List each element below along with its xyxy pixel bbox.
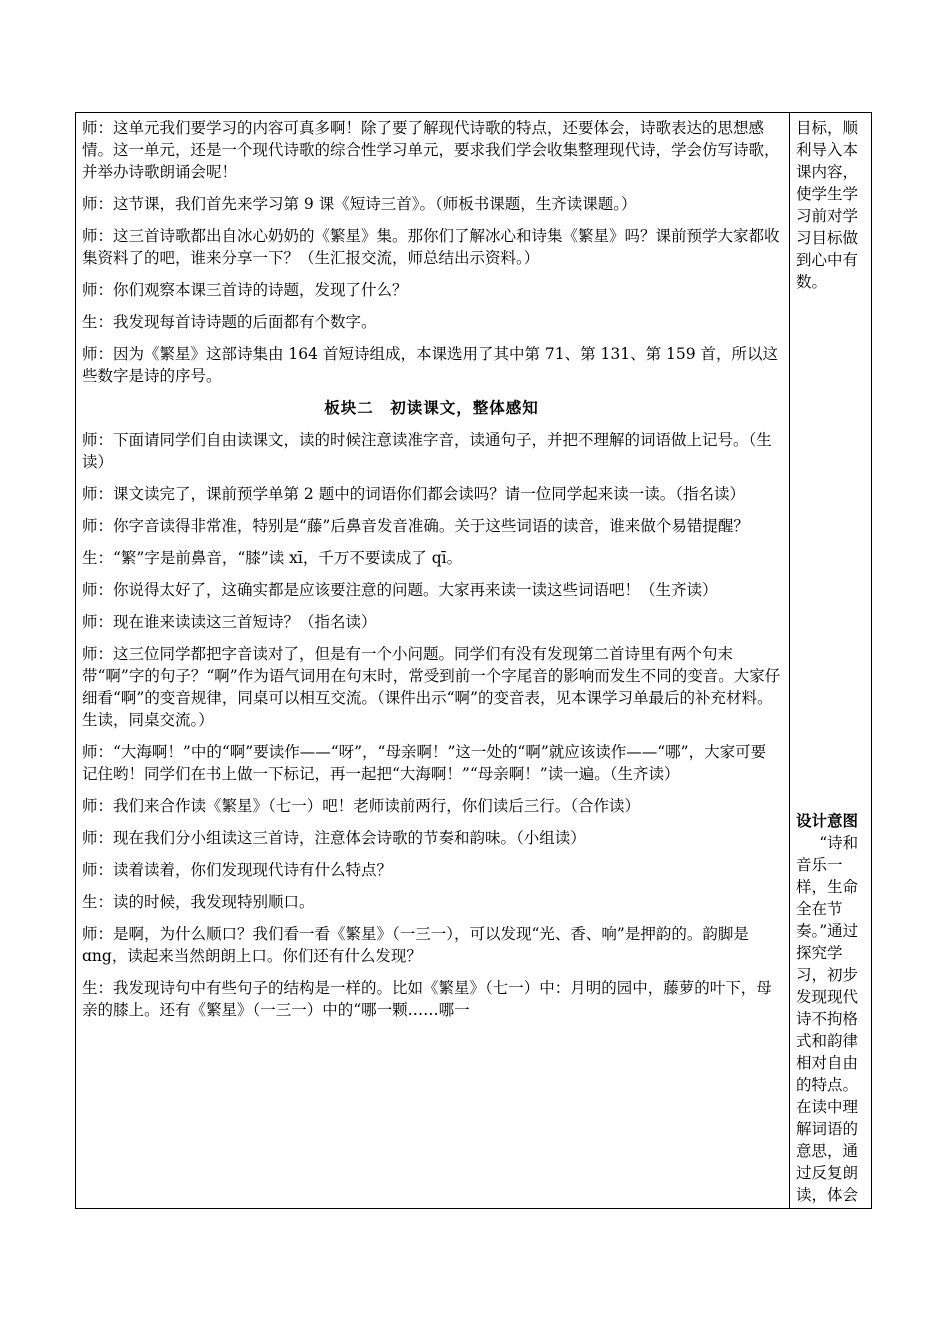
- dialogue-paragraph: 师：现在谁来读读这三首短诗？（指名读）: [82, 613, 377, 631]
- dialogue-paragraph: 师：你字音读得非常准，特别是“藤”后鼻音发音准确。关于这些词语的读音，谁来做个易错提醒？: [82, 517, 749, 535]
- dialogue-paragraph: 师：因为《繁星》这部诗集由 164 首短诗组成，本课选用了其中第 71、第 131、第 159 首，所以这些数字是诗的序号。: [82, 345, 779, 385]
- dialogue-paragraph: 师：你说得太好了，这确实都是应该要注意的问题。大家再来读一读这些词语吧！（生齐读）: [82, 581, 718, 599]
- dialogue-paragraph: 师：这三首诗歌都出自冰心奶奶的《繁星》集。那你们了解冰心和诗集《繁星》吗？课前预学大家都收集资料了的吧，谁来分享一下？（生汇报交流，师总结出示资料。）: [82, 227, 780, 267]
- dialogue-paragraph: 师：这单元我们要学习的内容可真多啊！除了要了解现代诗歌的特点，还要体会，诗歌表达的思想感情。这一单元，还是一个现代诗歌的综合性学习单元，要求我们学会收集整理现代诗，学会仿写诗歌，并举办诗歌朗诵会呢！: [82, 119, 780, 181]
- lesson-process-column: [82, 117, 781, 1205]
- design-intent-heading: 设计意图: [796, 811, 859, 830]
- dialogue-paragraph: 生：我发现每首诗诗题的后面都有个数字。: [82, 313, 377, 331]
- dialogue-paragraph: 生：读的时候，我发现特别顺口。: [82, 893, 315, 911]
- lesson-table: [75, 112, 872, 1209]
- design-intent-block: [796, 810, 866, 1205]
- section-heading: 板块二 初读课文，整体感知: [324, 398, 539, 417]
- dialogue-paragraph: 师：下面请同学们自由读课文，读的时候注意读准字音，读通句子，并把不理解的词语做上记号。（生读）: [82, 431, 772, 471]
- dialogue-paragraph: 师：是啊，为什么顺口？我们看一看《繁星》（一三一），可以发现“光、香、响”是押韵的。韵脚是 ɑng，读起来当然朗朗上口。你们还有什么发现？: [82, 925, 749, 965]
- dialogue-paragraph: 生：我发现诗句中有些句子的结构是一样的。比如《繁星》（七一）中：月明的园中，藤萝的叶下，母亲的膝上。还有《繁星》（一三一）中的“哪一颗……哪一: [82, 979, 772, 1019]
- column-divider: [789, 113, 790, 1208]
- dialogue-paragraph: 师：读着读着，你们发现现代诗有什么特点？: [82, 861, 393, 879]
- dialogue-paragraph: 师：这节课，我们首先来学习第 9 课《短诗三首》。（师板书课题，生齐读课题。）: [82, 195, 637, 213]
- dialogue-paragraph: 师：我们来合作读《繁星》（七一）吧！老师读前两行，你们读后三行。（合作读）: [82, 797, 641, 815]
- dialogue-paragraph: 师：这三位同学都把字音读对了，但是有一个小问题。同学们有没有发现第二首诗里有两个句末带“啊”字的句子？“啊”作为语气词用在句末时，常受到前一个字尾音的影响而发生不同的变音。大家仔细看“啊”的变音规律，同桌可以相互交流。（课件出示“啊”的变音表，见本课学习单最后的补充材料。生读，同桌交流。）: [82, 645, 781, 729]
- dialogue-paragraph: 师：你们观察本课三首诗的诗题，发现了什么？: [82, 281, 408, 299]
- side-note-text: 目标，顺利导入本课内容，使学生学习前对学习目标做到心中有数。: [796, 119, 859, 291]
- design-intent-text: “诗和音乐一样，生命全在节奏。”通过探究学习，初步发现现代诗不拘格式和韵律相对自由的特点。在读中理解词语的意思，通过反复朗读，体会: [796, 834, 859, 1204]
- dialogue-paragraph: 师：现在我们分小组读这三首诗，注意体会诗歌的节奏和韵味。（小组读）: [82, 829, 586, 847]
- dialogue-paragraph: 师：“大海啊！”中的“啊”要读作——“呀”，“母亲啊！”这一处的“啊”就应该读作——“哪”，大家可要记住哟！同学们在书上做一下标记，再一起把“大海啊！”“母亲啊！”读一遍。（生齐读）: [82, 743, 767, 783]
- dialogue-paragraph: 师：课文读完了，课前预学单第 2 题中的词语你们都会读吗？请一位同学起来读一读。（指名读）: [82, 485, 745, 503]
- design-intent-column: [796, 117, 866, 1205]
- dialogue-paragraph: 生：“繁”字是前鼻音，“膝”读 xī，千万不要读成了 qī。: [82, 549, 463, 567]
